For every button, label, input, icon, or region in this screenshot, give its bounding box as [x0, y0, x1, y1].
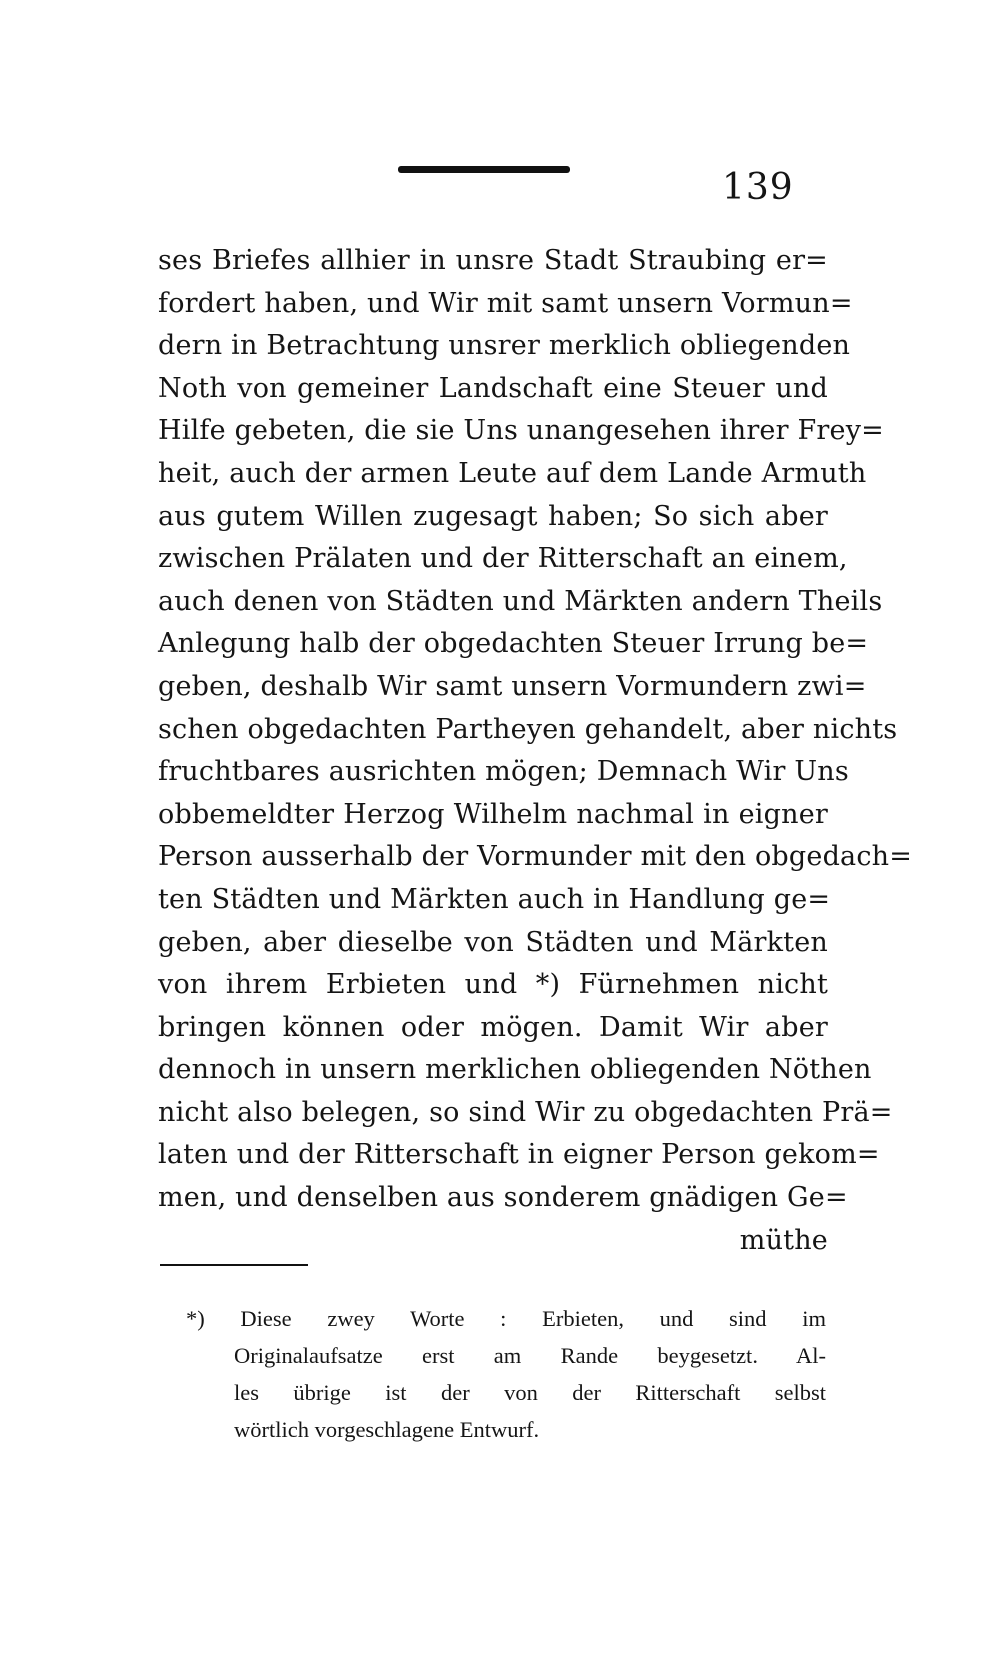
text-line: Noth von gemeiner Landschaft eine Steuer und	[158, 372, 828, 404]
text-line: men, und denselben aus sonderem gnädigen Ge=	[158, 1182, 848, 1214]
text-line: Hilfe gebeten, die sie Uns unangesehen ihrer Frey=	[158, 415, 884, 447]
header-rule	[398, 166, 570, 173]
text-line: dern in Betrachtung unsrer merklich obliegenden	[158, 330, 851, 362]
text-line: fruchtbares ausrichten mögen; Demnach Wir Uns	[158, 756, 849, 788]
text-line: Anlegung halb der obgedachten Steuer Irrung be=	[158, 628, 869, 660]
footnote-line: wörtlich vorgeschlagene Entwurf.	[234, 1417, 540, 1442]
text-line: obbemeldter Herzog Wilhelm nachmal in eigner	[158, 798, 828, 830]
footnote-line: Originalaufsatze erst am Rande beygesetzt. Al-	[234, 1343, 826, 1368]
text-line: schen obgedachten Partheyen gehandelt, aber nichts	[158, 713, 898, 745]
text-line: geben, aber dieselbe von Städten und Märkten	[158, 926, 828, 958]
text-line: heit, auch der armen Leute auf dem Lande Armuth	[158, 457, 867, 489]
text-line: auch denen von Städten und Märkten andern Theils	[158, 585, 883, 617]
page-number: 139	[722, 167, 794, 208]
footnote-line: les übrige ist der von der Ritterschaft selbst	[234, 1380, 826, 1405]
text-line: laten und der Ritterschaft in eigner Person gekom=	[158, 1139, 880, 1171]
text-line: dennoch in unsern merklichen obliegenden Nöthen	[158, 1054, 872, 1086]
text-line: von ihrem Erbieten und *) Fürnehmen nicht	[158, 969, 828, 1001]
footnote	[186, 1300, 826, 1448]
text-line: aus gutem Willen zugesagt haben; So sich aber	[158, 500, 828, 532]
text-line: bringen können oder mögen. Damit Wir aber	[158, 1011, 828, 1043]
footnote-rule	[160, 1264, 308, 1266]
text-line: fordert haben, und Wir mit samt unsern Vormun=	[158, 287, 853, 319]
text-line: nicht also belegen, so sind Wir zu obgedachten Prä=	[158, 1096, 893, 1128]
footnote-line: *) Diese zwey Worte : Erbieten, und sind im	[186, 1306, 826, 1331]
text-line: ten Städten und Märkten auch in Handlung ge=	[158, 883, 831, 915]
text-line: ses Briefes allhier in unsre Stadt Straubing er=	[158, 245, 828, 276]
text-line: Person ausserhalb der Vormunder mit den obgedach=	[158, 841, 913, 873]
catchword: müthe	[739, 1224, 828, 1256]
text-line: zwischen Prälaten und der Ritterschaft an einem,	[158, 543, 848, 575]
body-text	[158, 240, 913, 1262]
text-line: geben, deshalb Wir samt unsern Vormundern zwi=	[158, 670, 867, 702]
